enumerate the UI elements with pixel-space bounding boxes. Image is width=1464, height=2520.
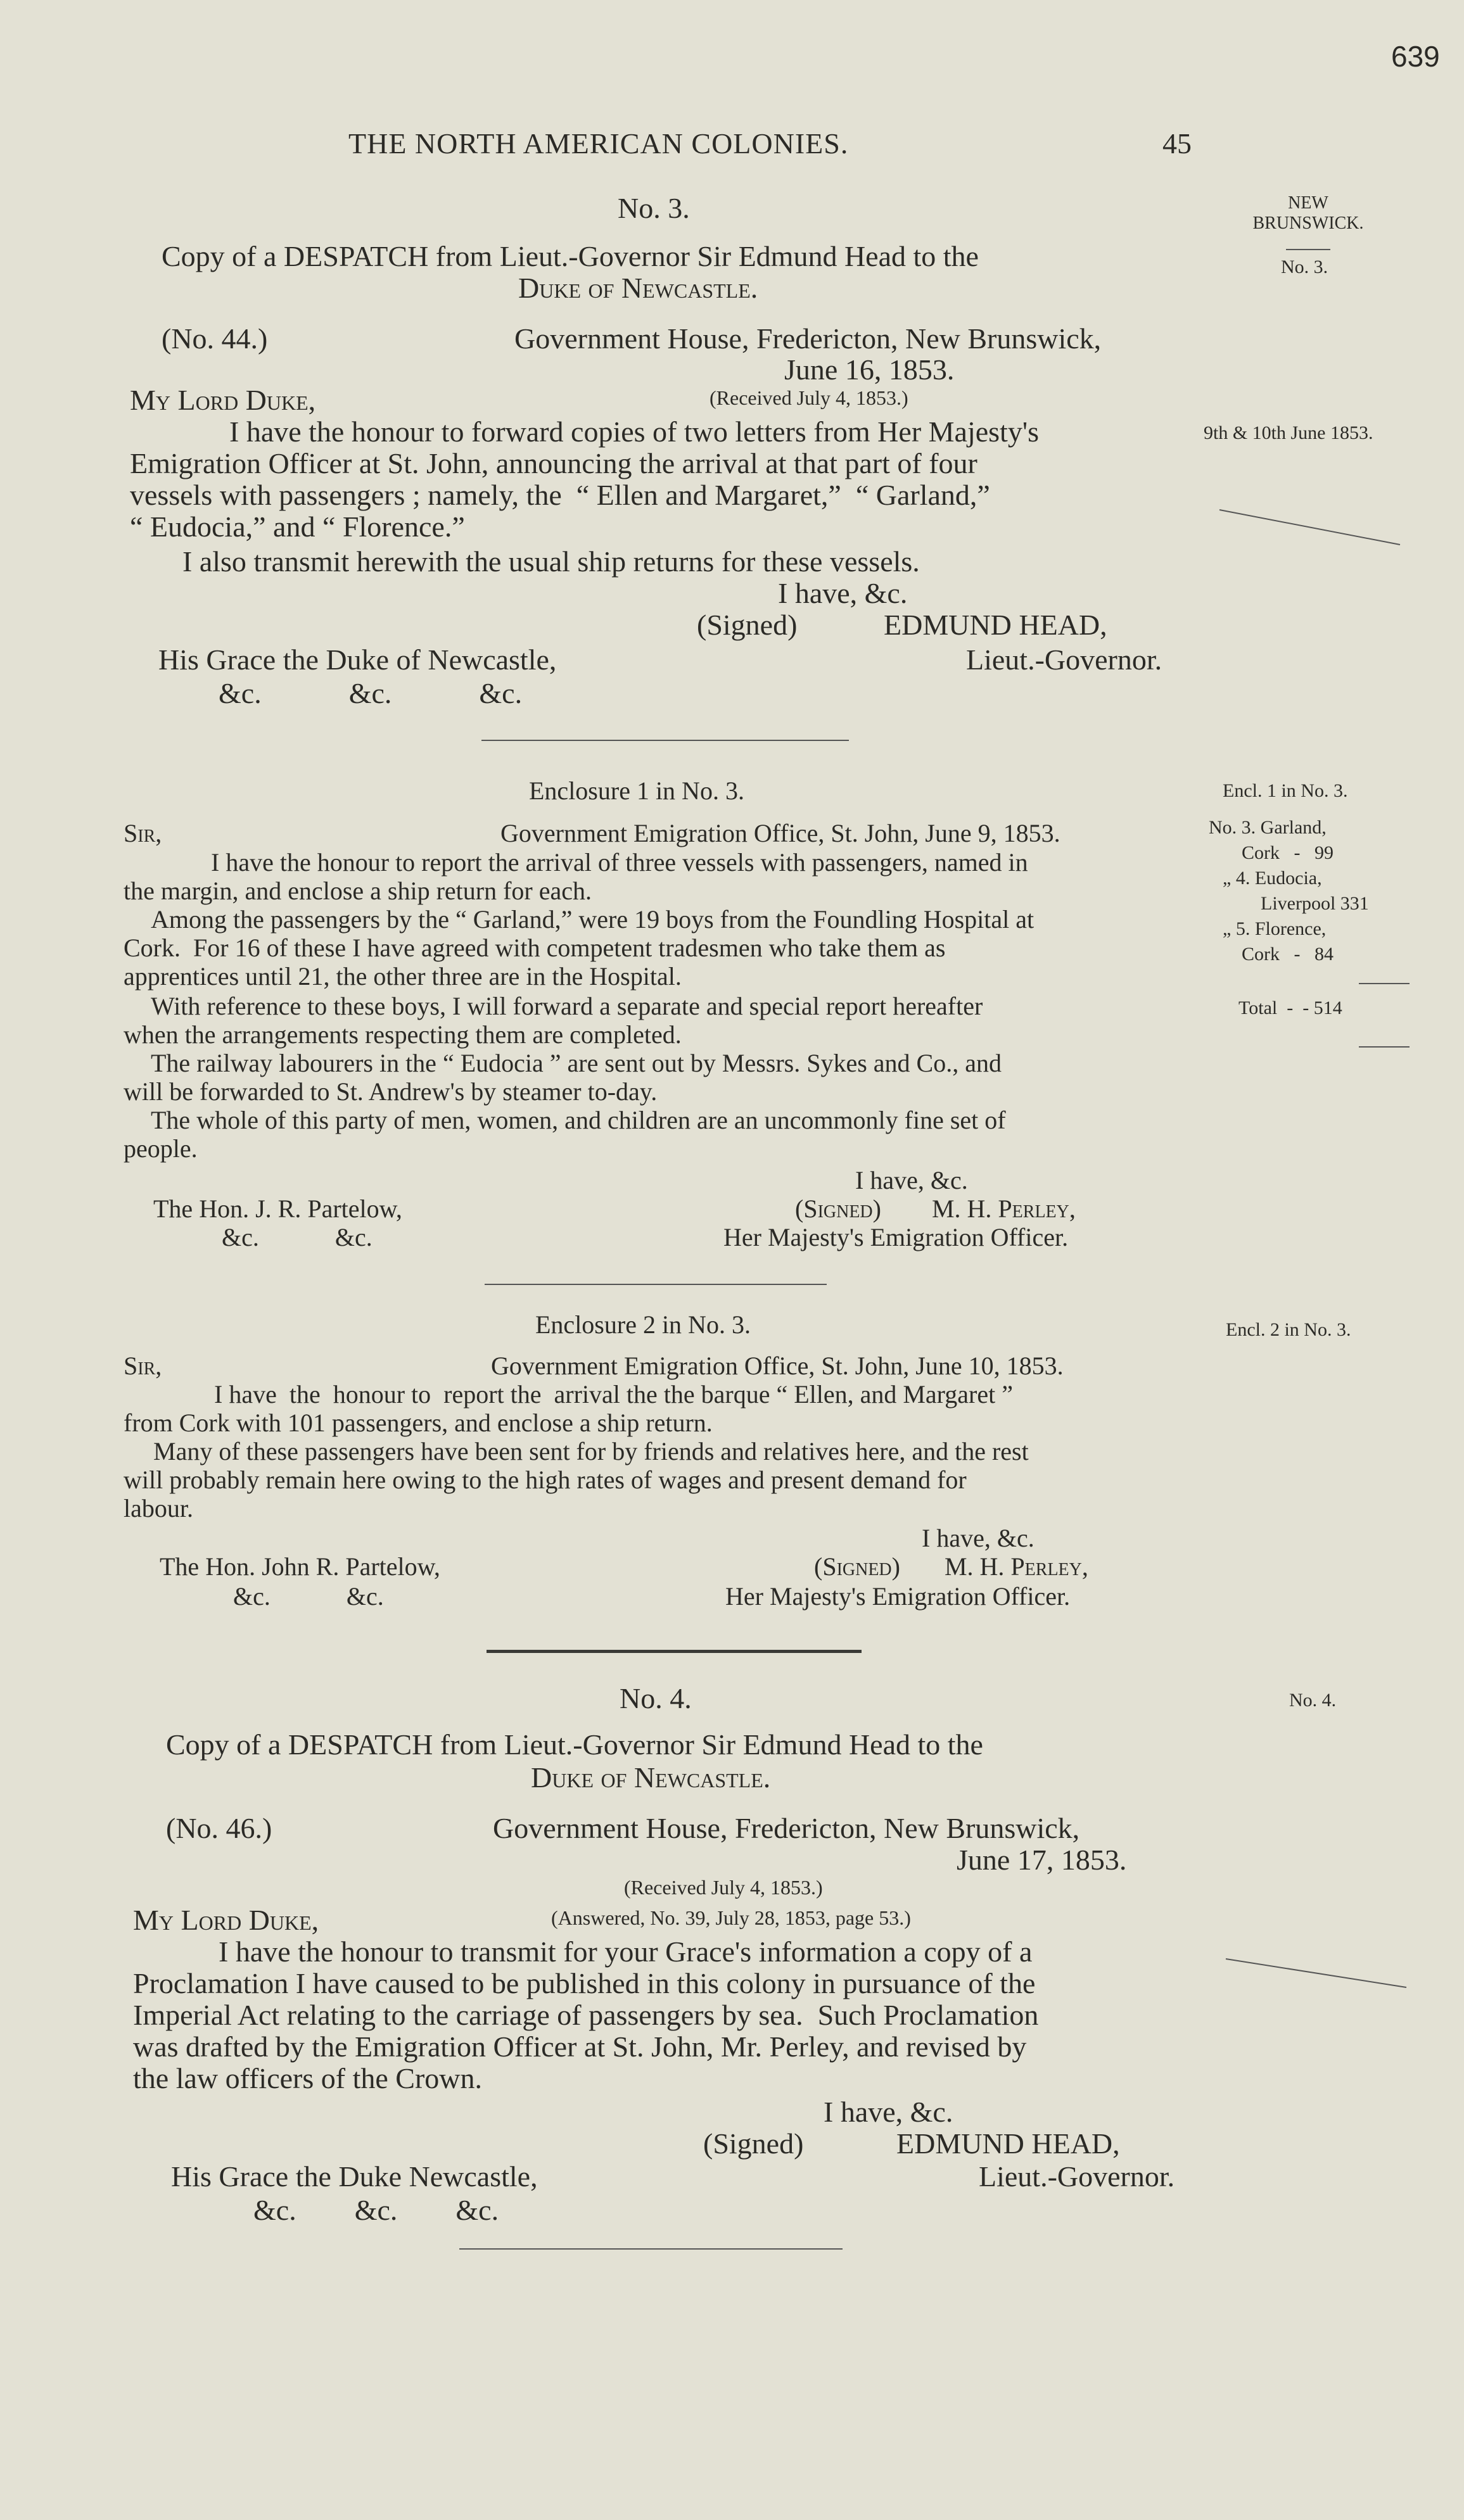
signer-name: EDMUND HEAD, (884, 609, 1107, 641)
signer-line: (Signed) M. H. Perley, (814, 1552, 1088, 1581)
etc-line: &c. &c. (233, 1582, 384, 1611)
body-line: I have the honour to transmit for your Grace's information a copy of a (219, 1935, 1033, 1968)
margin-dates: 9th & 10th June 1853. (1204, 422, 1373, 443)
despatch-title: Copy of a DESPATCH from Lieut.-Governor Sir Edmund Head to the (162, 240, 979, 272)
margin-colony: NEW BRUNSWICK. (1252, 193, 1364, 233)
addressee: His Grace the Duke Newcastle, (171, 2160, 538, 2193)
despatch-number: No. 3. (618, 192, 690, 224)
signer-line: (Signed) M. H. Perley, (795, 1194, 1076, 1223)
addressee: The Hon. John R. Partelow, (160, 1552, 440, 1581)
body-line: The railway labourers in the “ Eudocia ” are sent out by Messrs. Sykes and Co., and (151, 1049, 1002, 1077)
body-line: apprentices until 21, the other three are in the Hospital. (124, 962, 682, 991)
despatch-place: Government House, Fredericton, New Brunswick, (493, 1812, 1080, 1844)
enclosure-heading: Enclosure 1 in No. 3. (529, 776, 744, 805)
signer-title: Lieut.-Governor. (966, 643, 1162, 676)
salutation: Sir, (124, 819, 162, 847)
margin-ship-line: Cork - 99 (1242, 842, 1334, 863)
etc-line: &c. &c. &c. (219, 677, 523, 709)
margin-bracket-line (1216, 503, 1406, 548)
margin-ship-line: „ 4. Eudocia, (1223, 868, 1322, 889)
margin-encl2: Encl. 2 in No. 3. (1226, 1319, 1351, 1340)
despatch-title: Copy of a DESPATCH from Lieut.-Governor Sir Edmund Head to the (166, 1728, 983, 1761)
body-line: Emigration Officer at St. John, announcing the arrival at that part of four (130, 447, 977, 479)
body-line: the margin, and enclose a ship return for each. (124, 877, 592, 905)
signed-label: (Signed) (703, 2127, 804, 2160)
margin-ship-line: „ 5. Florence, (1223, 918, 1327, 939)
salutation: Sir, (124, 1352, 162, 1380)
signer-title: Her Majesty's Emigration Officer. (725, 1582, 1071, 1611)
despatch-place: Government House, Fredericton, New Brunswick, (514, 322, 1102, 355)
margin-sum-rule (1359, 1046, 1410, 1048)
body-line: The whole of this party of men, women, and children are an uncommonly fine set of (151, 1106, 1006, 1134)
body-line: “ Eudocia,” and “ Florence.” (130, 510, 465, 543)
despatch-ref: (No. 46.) (166, 1812, 272, 1844)
despatch-title: Duke of Newcastle. (518, 272, 758, 304)
margin-no3: No. 3. (1281, 256, 1328, 277)
etc-line: &c. &c. &c. (253, 2194, 499, 2226)
folio-number: 639 (1391, 40, 1440, 73)
body-line: Cork. For 16 of these I have agreed with competent tradesmen who take them as (124, 934, 946, 962)
margin-sum-rule (1359, 983, 1410, 984)
body-line: I also transmit herewith the usual ship returns for these vessels. (182, 545, 920, 578)
signer-name: EDMUND HEAD, (896, 2127, 1120, 2160)
answered-note: (Answered, No. 39, July 28, 1853, page 53.) (551, 1906, 911, 1929)
letter-place: Government Emigration Office, St. John, June 10, 1853. (491, 1352, 1064, 1380)
margin-ship-line: Cork - 84 (1242, 944, 1334, 965)
closing: I have, &c. (855, 1166, 968, 1194)
despatch-ref: (No. 44.) (162, 322, 268, 355)
margin-encl1: Encl. 1 in No. 3. (1223, 780, 1348, 801)
salutation: My Lord Duke, (130, 384, 316, 416)
received-note: (Received July 4, 1853.) (710, 386, 908, 409)
etc-line: &c. &c. (222, 1223, 372, 1251)
despatch-date: June 16, 1853. (784, 353, 955, 386)
margin-ship-line: No. 3. Garland, (1209, 817, 1327, 838)
body-line: Imperial Act relating to the carriage of passengers by sea. Such Proclamation (133, 1999, 1039, 2031)
body-line: people. (124, 1134, 198, 1163)
closing: I have, &c. (778, 577, 908, 609)
addressee: The Hon. J. R. Partelow, (153, 1194, 402, 1223)
despatch-title: Duke of Newcastle. (531, 1761, 771, 1794)
section-rule (481, 740, 849, 741)
despatch-number: No. 4. (620, 1682, 692, 1714)
section-rule-thick (487, 1650, 862, 1653)
body-line: I have the honour to forward copies of two letters from Her Majesty's (229, 415, 1040, 448)
body-line: I have the honour to report the arrival of three vessels with passengers, named in (211, 848, 1028, 877)
body-line: the law officers of the Crown. (133, 2062, 482, 2094)
body-line: will be forwarded to St. Andrew's by steamer to-day. (124, 1077, 658, 1106)
body-line: Among the passengers by the “ Garland,” were 19 boys from the Foundling Hospital at (151, 905, 1034, 934)
body-line: Proclamation I have caused to be published in this colony in pursuance of the (133, 1967, 1036, 1999)
section-rule (459, 2248, 843, 2250)
body-line: With reference to these boys, I will forward a separate and special report hereafter (151, 992, 983, 1020)
received-note: (Received July 4, 1853.) (624, 1876, 823, 1899)
body-line: vessels with passengers ; namely, the “ Ellen and Margaret,” “ Garland,” (130, 479, 990, 511)
closing: I have, &c. (824, 2096, 953, 2128)
body-line: was drafted by the Emigration Officer at St. John, Mr. Perley, and revised by (133, 2030, 1027, 2063)
body-line: will probably remain here owing to the high rates of wages and present demand for (124, 1466, 967, 1494)
addressee: His Grace the Duke of Newcastle, (158, 643, 557, 676)
signer-title: Her Majesty's Emigration Officer. (723, 1223, 1069, 1251)
margin-ship-line: Liverpool 331 (1261, 893, 1369, 914)
body-line: Many of these passengers have been sent for by friends and relatives here, and the rest (153, 1437, 1029, 1466)
despatch-date: June 17, 1853. (957, 1844, 1127, 1876)
body-line: from Cork with 101 passengers, and enclose a ship return. (124, 1409, 713, 1437)
enclosure-heading: Enclosure 2 in No. 3. (535, 1310, 751, 1339)
salutation: My Lord Duke, (133, 1904, 319, 1936)
page-number: 45 (1162, 127, 1192, 160)
signer-title: Lieut.-Governor. (979, 2160, 1175, 2193)
body-line: I have the honour to report the arrival the the barque “ Ellen, and Margaret ” (214, 1380, 1013, 1409)
margin-no4: No. 4. (1289, 1690, 1337, 1711)
body-line: when the arrangements respecting them are completed. (124, 1020, 682, 1049)
closing: I have, &c. (922, 1524, 1034, 1552)
body-line: labour. (124, 1494, 193, 1523)
letter-place: Government Emigration Office, St. John, June 9, 1853. (500, 819, 1060, 847)
running-head: THE NORTH AMERICAN COLONIES. (348, 127, 849, 160)
section-rule (485, 1284, 827, 1285)
margin-rule (1286, 249, 1330, 250)
signed-label: (Signed) (697, 609, 798, 641)
margin-ship-total: Total - - 514 (1238, 997, 1342, 1018)
margin-bracket-line (1223, 1949, 1413, 1994)
